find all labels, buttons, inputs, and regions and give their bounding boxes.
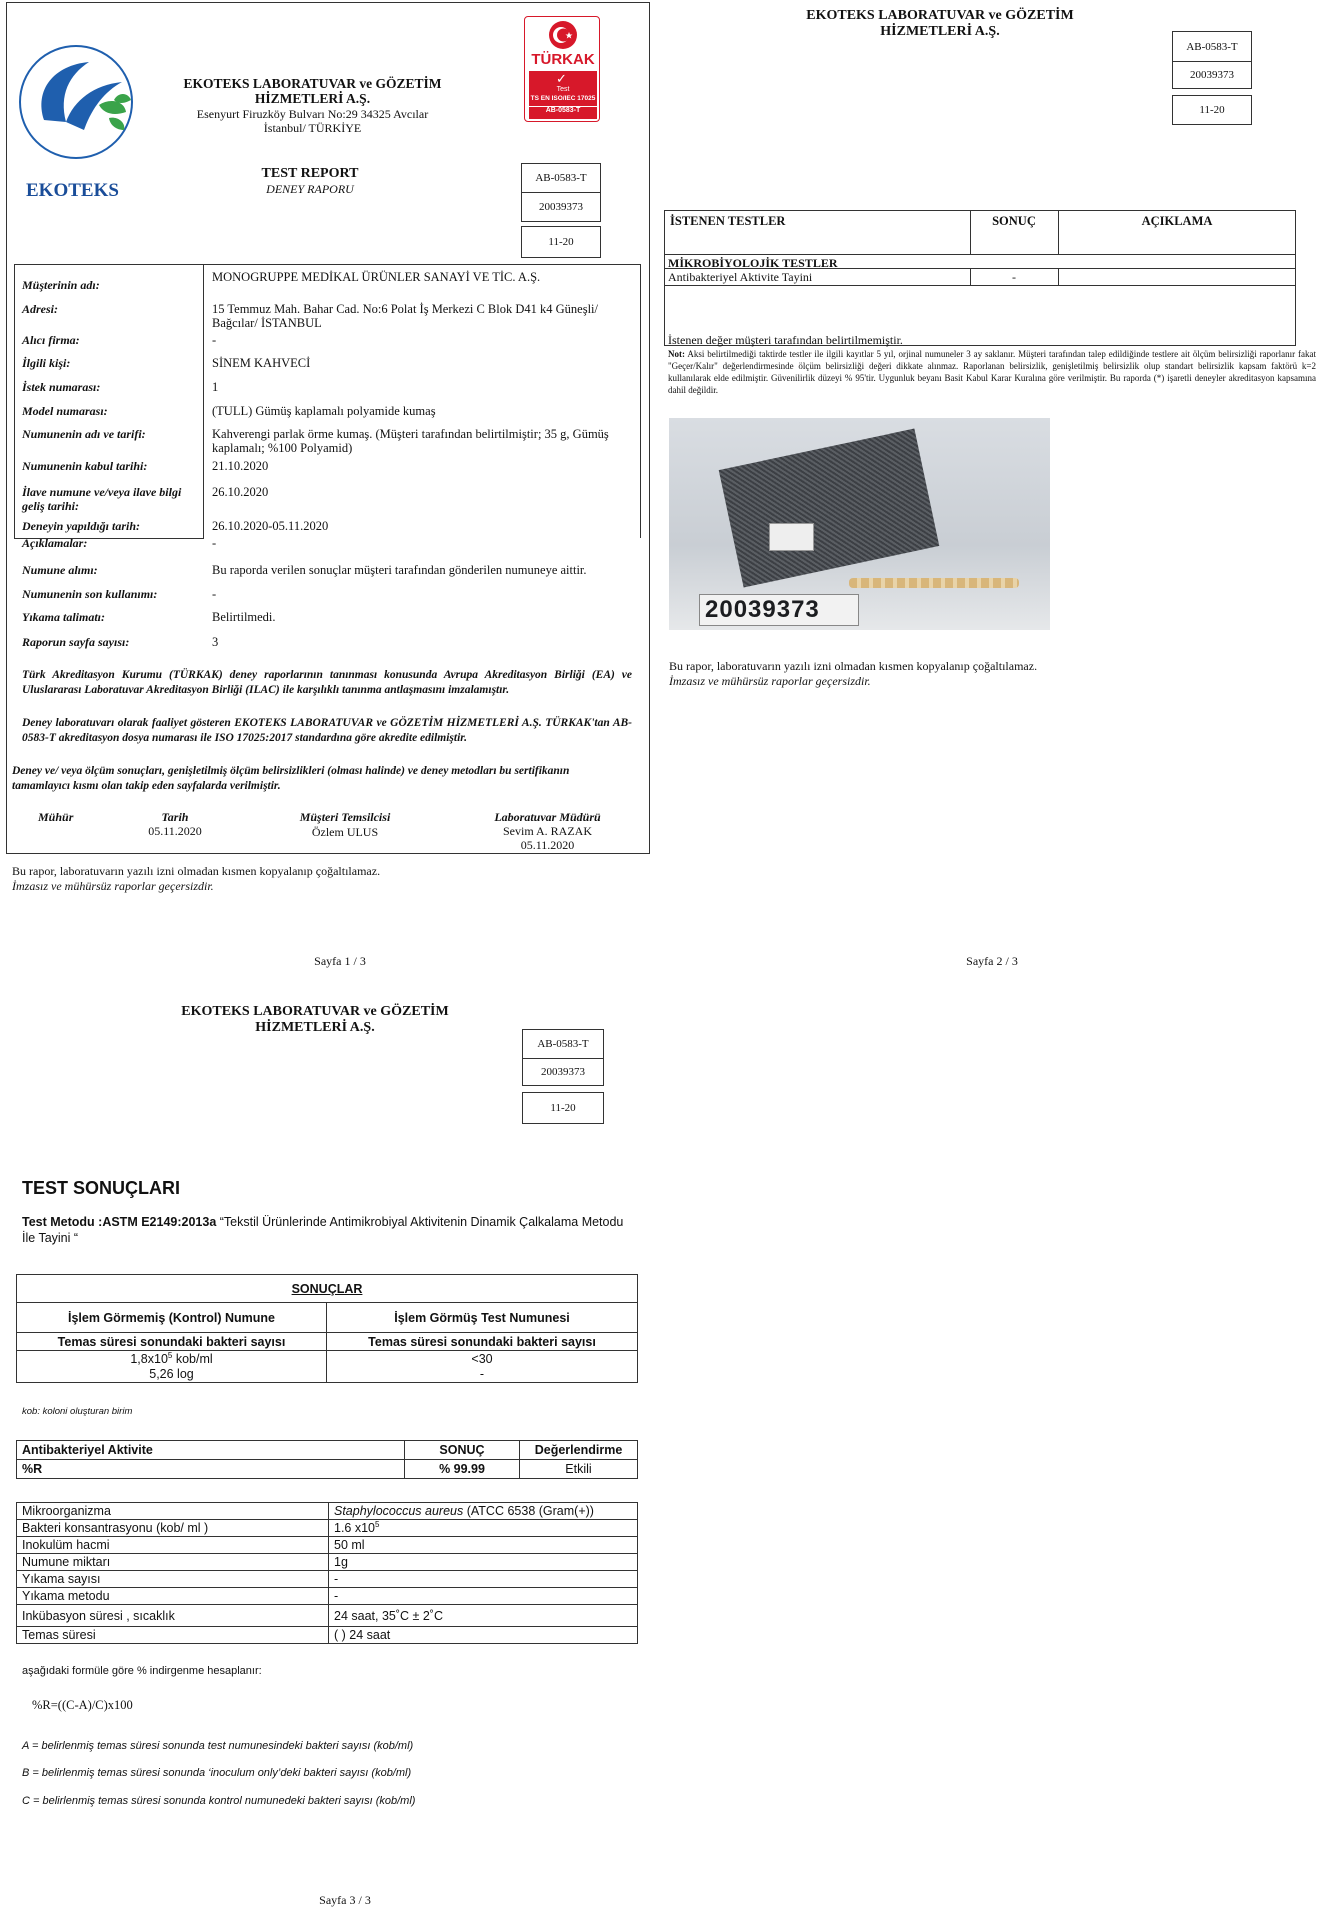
fabric-sample bbox=[719, 429, 940, 588]
results-table bbox=[16, 1274, 638, 1383]
page3-header-line1: EKOTEKS LABORATUVAR ve GÖZETİM bbox=[181, 1004, 449, 1019]
turkak-test-label: Test bbox=[556, 86, 570, 93]
parameter-label: Inokulüm hacmi bbox=[17, 1537, 329, 1554]
company-address-line2: İstanbul/ TÜRKİYE bbox=[263, 121, 362, 135]
info-value: - bbox=[212, 333, 217, 347]
page2-accreditation-box: AB-0583-T bbox=[1172, 31, 1252, 62]
turkak-code: AB-0583-T bbox=[529, 106, 597, 114]
activity-eval-header: Değerlendirme bbox=[520, 1441, 638, 1460]
info-label: Deneyin yapıldığı tarih: bbox=[22, 519, 140, 533]
col-control-header: İşlem Görmemiş (Kontrol) Numune bbox=[17, 1303, 327, 1333]
info-label: Alıcı firma: bbox=[22, 333, 80, 347]
accreditation-text3: Deney ve/ veya ölçüm sonuçları, genişletilmiş ölçüm belirsizlikleri (olması halinde) ve deney metodları bu sertifikanın tamamlayıcı kısmı olan takip eden sayfalarda verilmiştir. bbox=[12, 765, 570, 792]
page3-report-no-box: 20039373 bbox=[522, 1058, 604, 1086]
parameter-row bbox=[17, 1571, 638, 1588]
rep-label: Müşteri Temsilcisi bbox=[299, 810, 391, 824]
kob-note: kob: koloni oluşturan birim bbox=[22, 1406, 133, 1417]
page3-accreditation-box: AB-0583-T bbox=[522, 1029, 604, 1059]
sample-tag bbox=[769, 523, 814, 551]
col-tests-header: İSTENEN TESTLER bbox=[670, 214, 786, 228]
activity-name: %R bbox=[17, 1460, 405, 1479]
bead-row bbox=[849, 578, 1019, 588]
info-value: 1 bbox=[212, 380, 219, 394]
sample-photo bbox=[669, 418, 1050, 630]
parameter-label: Inkübasyon süresi , sıcaklık bbox=[17, 1605, 329, 1627]
test-method bbox=[22, 1214, 632, 1246]
info-value: MONOGRUPPE MEDİKAL ÜRÜNLER SANAYİ VE TİC. A.Ş. bbox=[212, 270, 541, 284]
col-result-header: SONUÇ bbox=[992, 214, 1036, 228]
report-title: TEST REPORT bbox=[261, 166, 359, 181]
parameter-label: Mikroorganizma bbox=[17, 1503, 329, 1520]
control-count: $1,8x10^5$ kob/ml bbox=[17, 1351, 327, 1367]
info-label: İlgili kişi: bbox=[22, 356, 71, 370]
activity-result-header: SONUÇ bbox=[405, 1441, 520, 1460]
requested-note: İstenen değer müşteri tarafından belirtilmemiştir. bbox=[668, 333, 903, 347]
col-treated-header: İşlem Görmüş Test Numunesi bbox=[327, 1303, 638, 1333]
page3-number: Sayfa 3 / 3 bbox=[319, 1893, 371, 1907]
accreditation-box: AB-0583-T bbox=[521, 163, 601, 193]
test-result: - bbox=[1012, 270, 1016, 284]
info-label: Müşterinin adı: bbox=[22, 278, 100, 292]
page2-note bbox=[668, 348, 1316, 396]
parameters-table bbox=[16, 1502, 638, 1644]
page2-footer-note1: Bu rapor, laboratuvarın yazılı izni olmadan kısmen kopyalanıp çoğaltılamaz. bbox=[669, 659, 1038, 673]
parameter-row bbox=[17, 1627, 638, 1644]
section-title: MİKROBİYOLOJİK TESTLER bbox=[668, 256, 838, 270]
info-value: 15 Temmuz Mah. Bahar Cad. No:6 Polat İş Merkezi C Blok D41 k4 Güneşli/ Bağcılar/ İSTANBUL bbox=[212, 302, 598, 330]
seal-label: Mühür bbox=[38, 810, 74, 824]
date-value: 05.11.2020 bbox=[148, 824, 202, 838]
info-label: Numunenin kabul tarihi: bbox=[22, 459, 148, 473]
photo-label: 20039373 bbox=[705, 596, 820, 623]
page3-revision-box: 11-20 bbox=[522, 1092, 604, 1124]
test-name: Antibakteriyel Aktivite Tayini bbox=[668, 270, 813, 284]
test-method-label: Test Metodu :ASTM E2149:2013a bbox=[22, 1215, 217, 1229]
formula: %R=((C-A)/C)x100 bbox=[32, 1698, 133, 1712]
company-name-line2: HİZMETLERİ A.Ş. bbox=[254, 91, 371, 106]
parameter-value: Staphylococcus aureus (ATCC 6538 (Gram(+)) bbox=[329, 1503, 638, 1520]
page2-header-line2: HİZMETLERİ A.Ş. bbox=[880, 24, 1000, 39]
test-method-text: “Tekstil Ürünlerinde Antimikrobiyal Aktivitenin Dinamik Çalkalama Metodu İle Tayini “ bbox=[22, 1215, 624, 1245]
treated-log: - bbox=[327, 1367, 638, 1383]
definition-c: C = belirlenmiş temas süresi sonunda kontrol numunedeki bakteri sayısı (kob/ml) bbox=[22, 1795, 416, 1807]
info-label: İstek numarası: bbox=[22, 380, 101, 394]
parameter-value: ( ) 24 saat bbox=[329, 1627, 638, 1644]
turkak-standard: TS EN ISO/IEC 17025 bbox=[530, 95, 596, 102]
info-value: SİNEM KAHVECİ bbox=[212, 356, 311, 370]
info-value: 26.10.2020 bbox=[212, 485, 269, 499]
control-log: 5,26 log bbox=[17, 1367, 327, 1383]
activity-table bbox=[16, 1440, 638, 1479]
results-title: SONUÇLAR bbox=[291, 1281, 363, 1296]
company-address-line1: Esenyurt Firuzköy Bulvarı No:29 34325 Avcılar bbox=[196, 107, 429, 121]
parameter-label: Yıkama metodu bbox=[17, 1588, 329, 1605]
info-value: Bu raporda verilen sonuçlar müşteri tarafından gönderilen numuneye aittir. bbox=[212, 563, 587, 577]
page2-report-no-box: 20039373 bbox=[1172, 61, 1252, 89]
brand-name: EKOTEKS bbox=[26, 180, 119, 201]
definition-b: B = belirlenmiş temas süresi sonunda ‘inoculum only’deki bakteri sayısı (kob/ml) bbox=[22, 1767, 412, 1779]
parameter-value: 1g bbox=[329, 1554, 638, 1571]
activity-header: Antibakteriyel Aktivite bbox=[17, 1441, 405, 1460]
parameter-row bbox=[17, 1537, 638, 1554]
accreditation-text2: Deney laboratuvarı olarak faaliyet gösteren EKOTEKS LABORATUVAR ve GÖZETİM HİZMETLERİ A.Ş. TÜRKAK'tan AB-0583-T akreditasyon dosya numarası ile ISO 17025:2017 standardına göre akredite edilmiştir. bbox=[22, 717, 632, 744]
note-label: Not: bbox=[668, 349, 685, 359]
info-value: - bbox=[212, 587, 217, 601]
formula-intro: aşağıdaki formüle göre % indirgenme hesaplanır: bbox=[22, 1665, 262, 1677]
note-text: Aksi belirtilmediği taktirde testler ile ilgili kayıtlar 5 yıl, orjinal numuneler 3 ay saklanır. Müşteri tarafından talep edildiğinde testlere ait ölçüm belirsizliği raporlanır fakat "Geçer/Kalır" değerlendirmesinde ölçüm belirsizliği değeri dikkate alınmaz. Raporlanan belirsizlik, genişletilmiş belirsizlik olup standart belirsizlik kapsam faktörü k=2 kullanılarak elde edilmiştir. Güvenilirlik düzeyi % 95'tir. Uygunluk beyanı Basit Kabul Karar Kuralına göre verilmiştir. Bu raporda (*) işaretli deneyler akreditasyon kapsamına dahil değildir. bbox=[668, 349, 1316, 395]
turkak-emblem-icon bbox=[549, 21, 577, 49]
page2-revision-box: 11-20 bbox=[1172, 95, 1252, 125]
report-no-box: 20039373 bbox=[521, 192, 601, 222]
manager-value: Sevim A. RAZAK bbox=[502, 824, 592, 838]
info-label: Numunenin son kullanımı: bbox=[22, 587, 158, 601]
parameter-row bbox=[17, 1588, 638, 1605]
page1-footer-note1: Bu rapor, laboratuvarın yazılı izni olmadan kısmen kopyalanıp çoğaltılamaz. bbox=[12, 864, 381, 878]
info-label: Yıkama talimatı: bbox=[22, 610, 105, 624]
page2-footer-note2: İmzasız ve mühürsüz raporlar geçersizdir. bbox=[669, 674, 871, 688]
info-label: Raporun sayfa sayısı: bbox=[22, 635, 130, 649]
parameter-label: Bakteri konsantrasyonu (kob/ ml ) bbox=[17, 1520, 329, 1537]
parameter-value: 1.6 $x10^5$ bbox=[329, 1520, 638, 1537]
revision-box: 11-20 bbox=[521, 226, 601, 258]
page1-footer-note2: İmzasız ve mühürsüz raporlar geçersizdir. bbox=[12, 879, 214, 893]
info-value: 26.10.2020-05.11.2020 bbox=[212, 519, 329, 533]
info-value: Kahverengi parlak örme kumaş. (Müşteri tarafından belirtilmiştir; 35 g, Gümüş kaplamalı; %100 Polyamid) bbox=[212, 427, 609, 455]
info-value: 21.10.2020 bbox=[212, 459, 269, 473]
info-label: Adresi: bbox=[22, 302, 58, 316]
turkak-brand: TÜRKAK bbox=[531, 51, 595, 68]
page3-header-line2: HİZMETLERİ A.Ş. bbox=[255, 1020, 375, 1035]
info-label: Numune alımı: bbox=[22, 563, 98, 577]
sub-control-header: Temas süresi sonundaki bakteri sayısı bbox=[17, 1333, 327, 1351]
parameter-value: 50 ml bbox=[329, 1537, 638, 1554]
info-label: Model numarası: bbox=[22, 404, 108, 418]
info-value: Belirtilmedi. bbox=[212, 610, 276, 624]
info-value: (TULL) Gümüş kaplamalı polyamide kumaş bbox=[212, 404, 436, 418]
parameter-label: Yıkama sayısı bbox=[17, 1571, 329, 1588]
parameter-value: 24 saat, 35˚C ± 2˚C bbox=[329, 1605, 638, 1627]
rep-value: Özlem ULUS bbox=[311, 825, 379, 839]
turkak-badge bbox=[524, 16, 600, 122]
col-desc-header: AÇIKLAMA bbox=[1141, 214, 1213, 228]
parameter-value: - bbox=[329, 1571, 638, 1588]
company-name-line1: EKOTEKS LABORATUVAR ve GÖZETİM bbox=[183, 76, 442, 91]
date-label: Tarih bbox=[161, 810, 189, 824]
parameter-row bbox=[17, 1520, 638, 1537]
info-label: İlave numune ve/veya ilave bilgi geliş tarihi: bbox=[22, 485, 182, 513]
parameter-row bbox=[17, 1605, 638, 1627]
parameter-row bbox=[17, 1554, 638, 1571]
parameter-label: Numune miktarı bbox=[17, 1554, 329, 1571]
manager-label: Laboratuvar Müdürü bbox=[494, 810, 601, 824]
manager-date: 05.11.2020 bbox=[520, 838, 575, 852]
parameter-row bbox=[17, 1503, 638, 1520]
info-label: Numunenin adı ve tarifi: bbox=[22, 427, 146, 441]
info-value: 3 bbox=[212, 635, 219, 649]
definition-a: A = belirlenmiş temas süresi sonunda test numunesindeki bakteri sayısı (kob/ml) bbox=[22, 1740, 414, 1752]
check-icon: ✓ bbox=[556, 71, 567, 86]
info-value: - bbox=[212, 536, 217, 550]
accreditation-text1: Türk Akreditasyon Kurumu (TÜRKAK) deney raporlarının tanınması konusunda Avrupa Akreditasyon Birliği (EA) ve Uluslararası Laboratuvar Akreditasyon Birliği (ILAC) ile karşılıklı tanınma antlaşmasını imzalamıştır. bbox=[22, 669, 632, 696]
page2-header-line1: EKOTEKS LABORATUVAR ve GÖZETİM bbox=[806, 8, 1074, 23]
page2-number: Sayfa 2 / 3 bbox=[966, 954, 1018, 968]
info-label: Açıklamalar: bbox=[22, 536, 88, 550]
parameter-label: Temas süresi bbox=[17, 1627, 329, 1644]
ekoteks-logo bbox=[14, 30, 139, 165]
sub-treated-header: Temas süresi sonundaki bakteri sayısı bbox=[327, 1333, 638, 1351]
page1-number: Sayfa 1 / 3 bbox=[314, 954, 366, 968]
parameter-value: - bbox=[329, 1588, 638, 1605]
treated-count: <30 bbox=[327, 1351, 638, 1367]
results-page-title: TEST SONUÇLARI bbox=[22, 1178, 181, 1198]
activity-result: % 99.99 bbox=[405, 1460, 520, 1479]
activity-eval: Etkili bbox=[520, 1460, 638, 1479]
report-subtitle: DENEY RAPORU bbox=[266, 182, 354, 196]
